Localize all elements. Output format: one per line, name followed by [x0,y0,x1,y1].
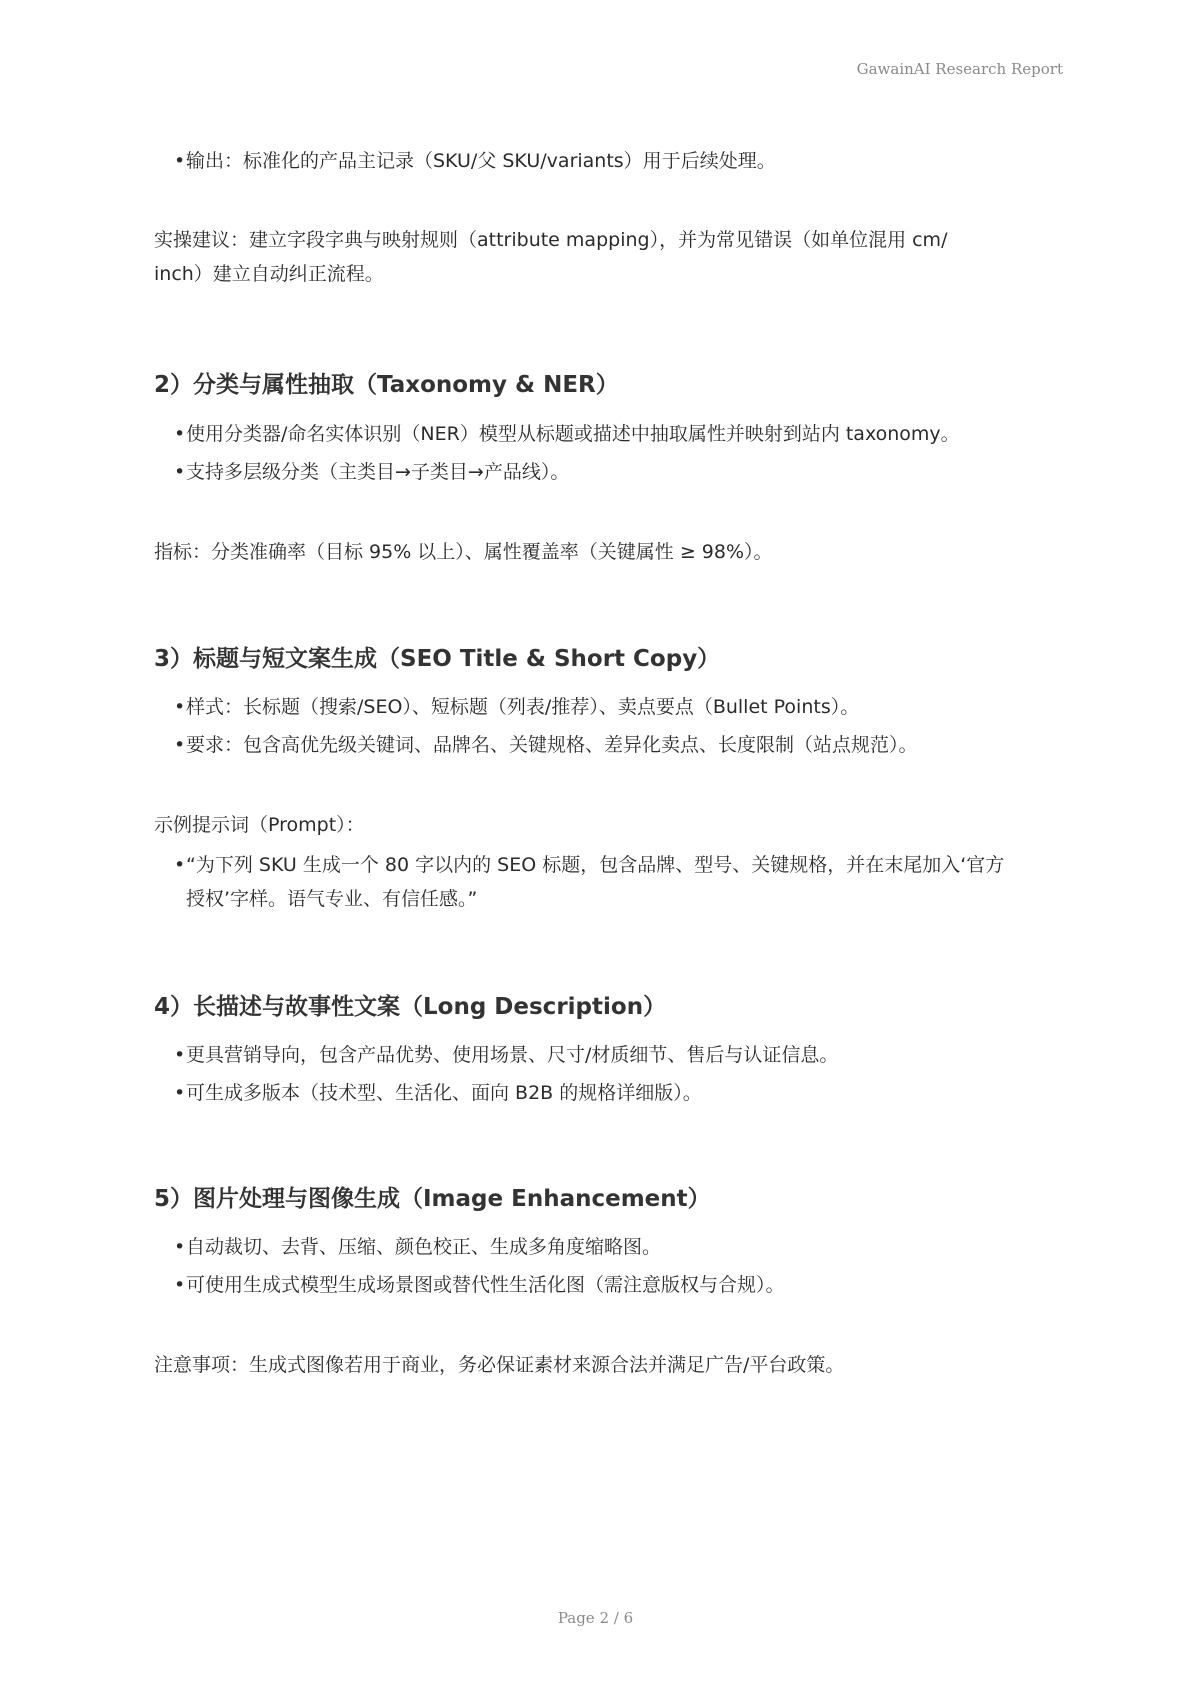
list-item: •可生成多版本（技术型、生活化、面向 B2B 的规格详细版）。 [174,1076,702,1110]
bullet-icon: • [174,696,186,718]
bullet-icon: • [174,1236,186,1258]
list-item: •支持多层级分类（主类目→子类目→产品线）。 [174,455,569,489]
bullet-icon: • [174,423,186,445]
bullet-icon: • [174,854,186,876]
bullet-icon: • [174,734,186,756]
list-item: •可使用生成式模型生成场景图或替代性生活化图（需注意版权与合规）。 [174,1268,785,1302]
list-item: •要求：包含高优先级关键词、品牌名、关键规格、差异化卖点、长度限制（站点规范）。 [174,728,918,762]
section-heading-2: 2）分类与属性抽取（Taxonomy & NER） [154,372,619,398]
page-number: Page 2 / 6 [557,1609,634,1627]
section-heading-3: 3）标题与短文案生成（SEO Title & Short Copy） [154,646,721,672]
tip-paragraph: 实操建议：建立字段字典与映射规则（attribute mapping），并为常见错误（如单位混用 cm/ inch）建立自动纠正流程。 [154,229,948,285]
bullet-icon: • [174,1274,186,1296]
running-header: GawainAI Research Report [856,60,1063,78]
list-item: •样式：长标题（搜索/SEO）、短标题（列表/推荐）、卖点要点（Bullet Points）。 [174,690,859,724]
bullet-icon: • [174,461,186,483]
bullet-icon: • [174,1044,186,1066]
bullet-icon: • [174,150,186,172]
list-item: •自动裁切、去背、压缩、颜色校正、生成多角度缩略图。 [174,1230,661,1264]
list-item: •更具营销导向，包含产品优势、使用场景、尺寸/材质细节、售后与认证信息。 [174,1038,838,1072]
list-item: •输出：标准化的产品主记录（SKU/父 SKU/variants）用于后续处理。 [174,144,776,178]
bullet-icon: • [174,1082,186,1104]
section-heading-4: 4）长描述与故事性文案（Long Description） [154,994,667,1020]
quote-item: •“为下列 SKU 生成一个 80 字以内的 SEO 标题，包含品牌、型号、关键规格，并在末尾加入‘官方 授权’字样。语气专业、有信任感。” [174,848,1004,916]
prompt-label: 示例提示词（Prompt）： [154,814,365,836]
section-heading-5: 5）图片处理与图像生成（Image Enhancement） [154,1186,711,1212]
list-item: •使用分类器/命名实体识别（NER）模型从标题或描述中抽取属性并映射到站内 taxonomy。 [174,417,960,451]
caution-note: 注意事项：生成式图像若用于商业，务必保证素材来源合法并满足广告/平台政策。 [154,1354,845,1376]
metric-note: 指标：分类准确率（目标 95% 以上）、属性覆盖率（关键属性 ≥ 98%）。 [154,541,773,563]
